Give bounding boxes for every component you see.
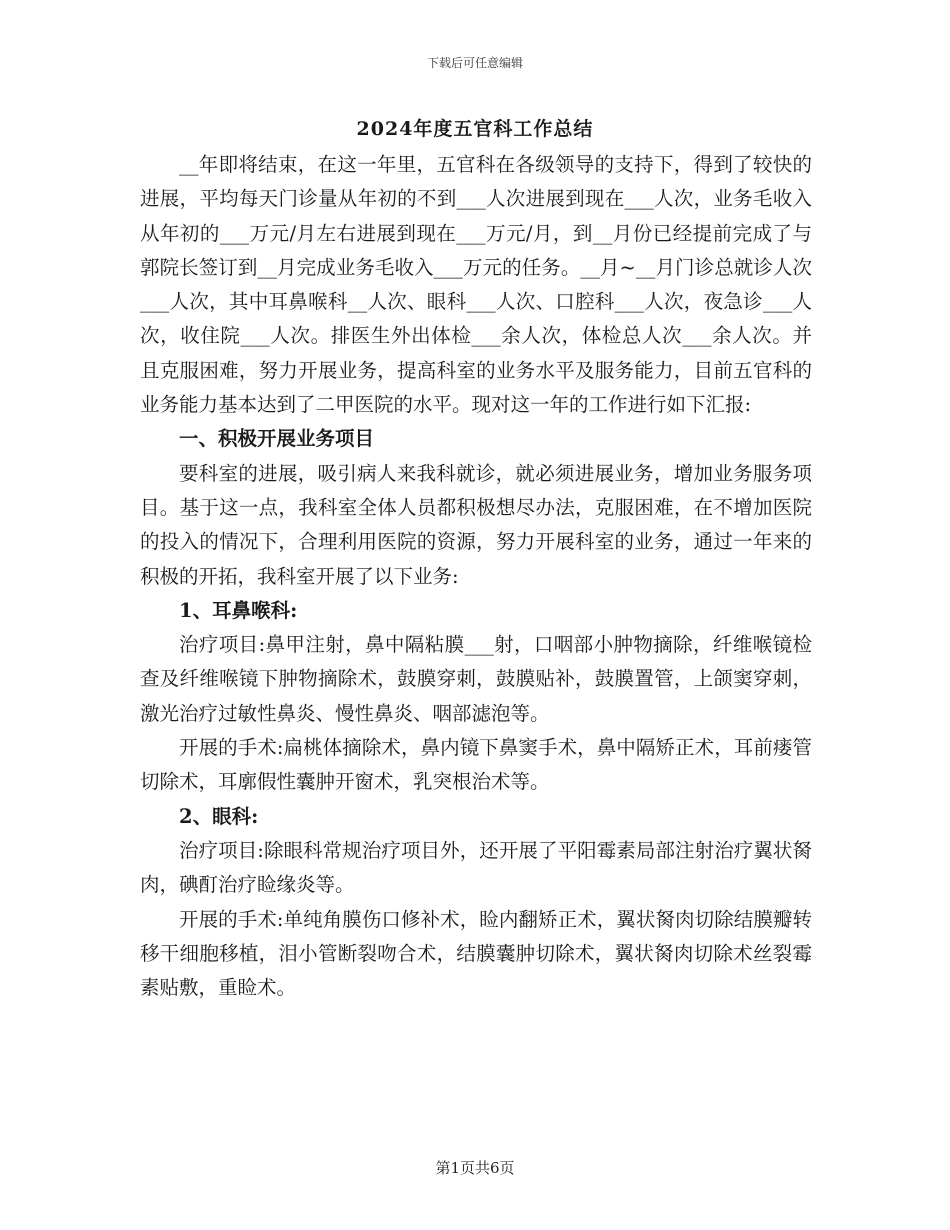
page-header: 下载后可任意编辑 [426, 56, 523, 70]
eye-treatment-paragraph: 治疗项目:除眼科常规治疗项目外，还开展了平阳霉素局部注射治疗翼状胬肉，碘酊治疗睑缘炎等。 [140, 838, 812, 897]
section1-heading: 一、积极开展业务项目 [179, 427, 375, 451]
page-footer: 第1页共6页 [435, 1159, 515, 1177]
eye-heading: 2、眼科: [179, 804, 259, 828]
ent-surgery-paragraph: 开展的手术:扁桃体摘除术，鼻内镜下鼻窦手术，鼻中隔矫正术，耳前瘘管切除术，耳廓假性囊肿开窗术，乳突根治术等。 [140, 736, 812, 794]
section1-paragraph: 要科室的进展，吸引病人来我科就诊，就必须进展业务，增加业务服务项目。基于这一点，我科室全体人员都积极想尽办法，克服困难，在不增加医院的投入的情况下，合理利用医院的资源，努力开展科室的业务，通过一年来的积极的开拓，我科室开展了以下业务: [140, 461, 812, 588]
ent-heading: 1、耳鼻喉科: [179, 598, 298, 622]
ent-treatment-paragraph: 治疗项目:鼻甲注射，鼻中隔粘膜___射，口咽部小肿物摘除，纤维喉镜检查及纤维喉镜下肿物摘除术，鼓膜穿刺，鼓膜贴补，鼓膜置管，上颌窦穿刺，激光治疗过敏性鼻炎、慢性鼻炎、咽部滤泡等。 [140, 633, 812, 725]
document-title: 2024年度五官科工作总结 [356, 118, 594, 140]
eye-surgery-paragraph: 开展的手术:单纯角膜伤口修补术，睑内翻矫正术，翼状胬肉切除结膜瓣转移干细胞移植，泪小管断裂吻合术，结膜囊肿切除术，翼状胬肉切除术丝裂霉素贴敷，重睑术。 [140, 907, 812, 1000]
intro-paragraph: __年即将结束，在这一年里，五官科在各级领导的支持下，得到了较快的进展，平均每天门诊量从年初的不到___人次进展到现在___人次，业务毛收入从年初的___万元/月左右进展到现在___万元/月，到__月份已经提前完成了与郭院长签订到__月完成业务毛收入___万元的任务。__月~__月门诊总就诊人次___人次，其中耳鼻喉科__人次、眼科___人次、口腔科___人次，夜急诊___人次，收住院___人次。排医生外出体检___余人次，体检总人次___余人次。并且克服困难，努力开展业务，提高科室的业务水平及服务能力，目前五官科的业务能力基本达到了二甲医院的水平。现对这一年的工作进行如下汇报: [140, 153, 812, 417]
document-body [140, 148, 812, 1005]
